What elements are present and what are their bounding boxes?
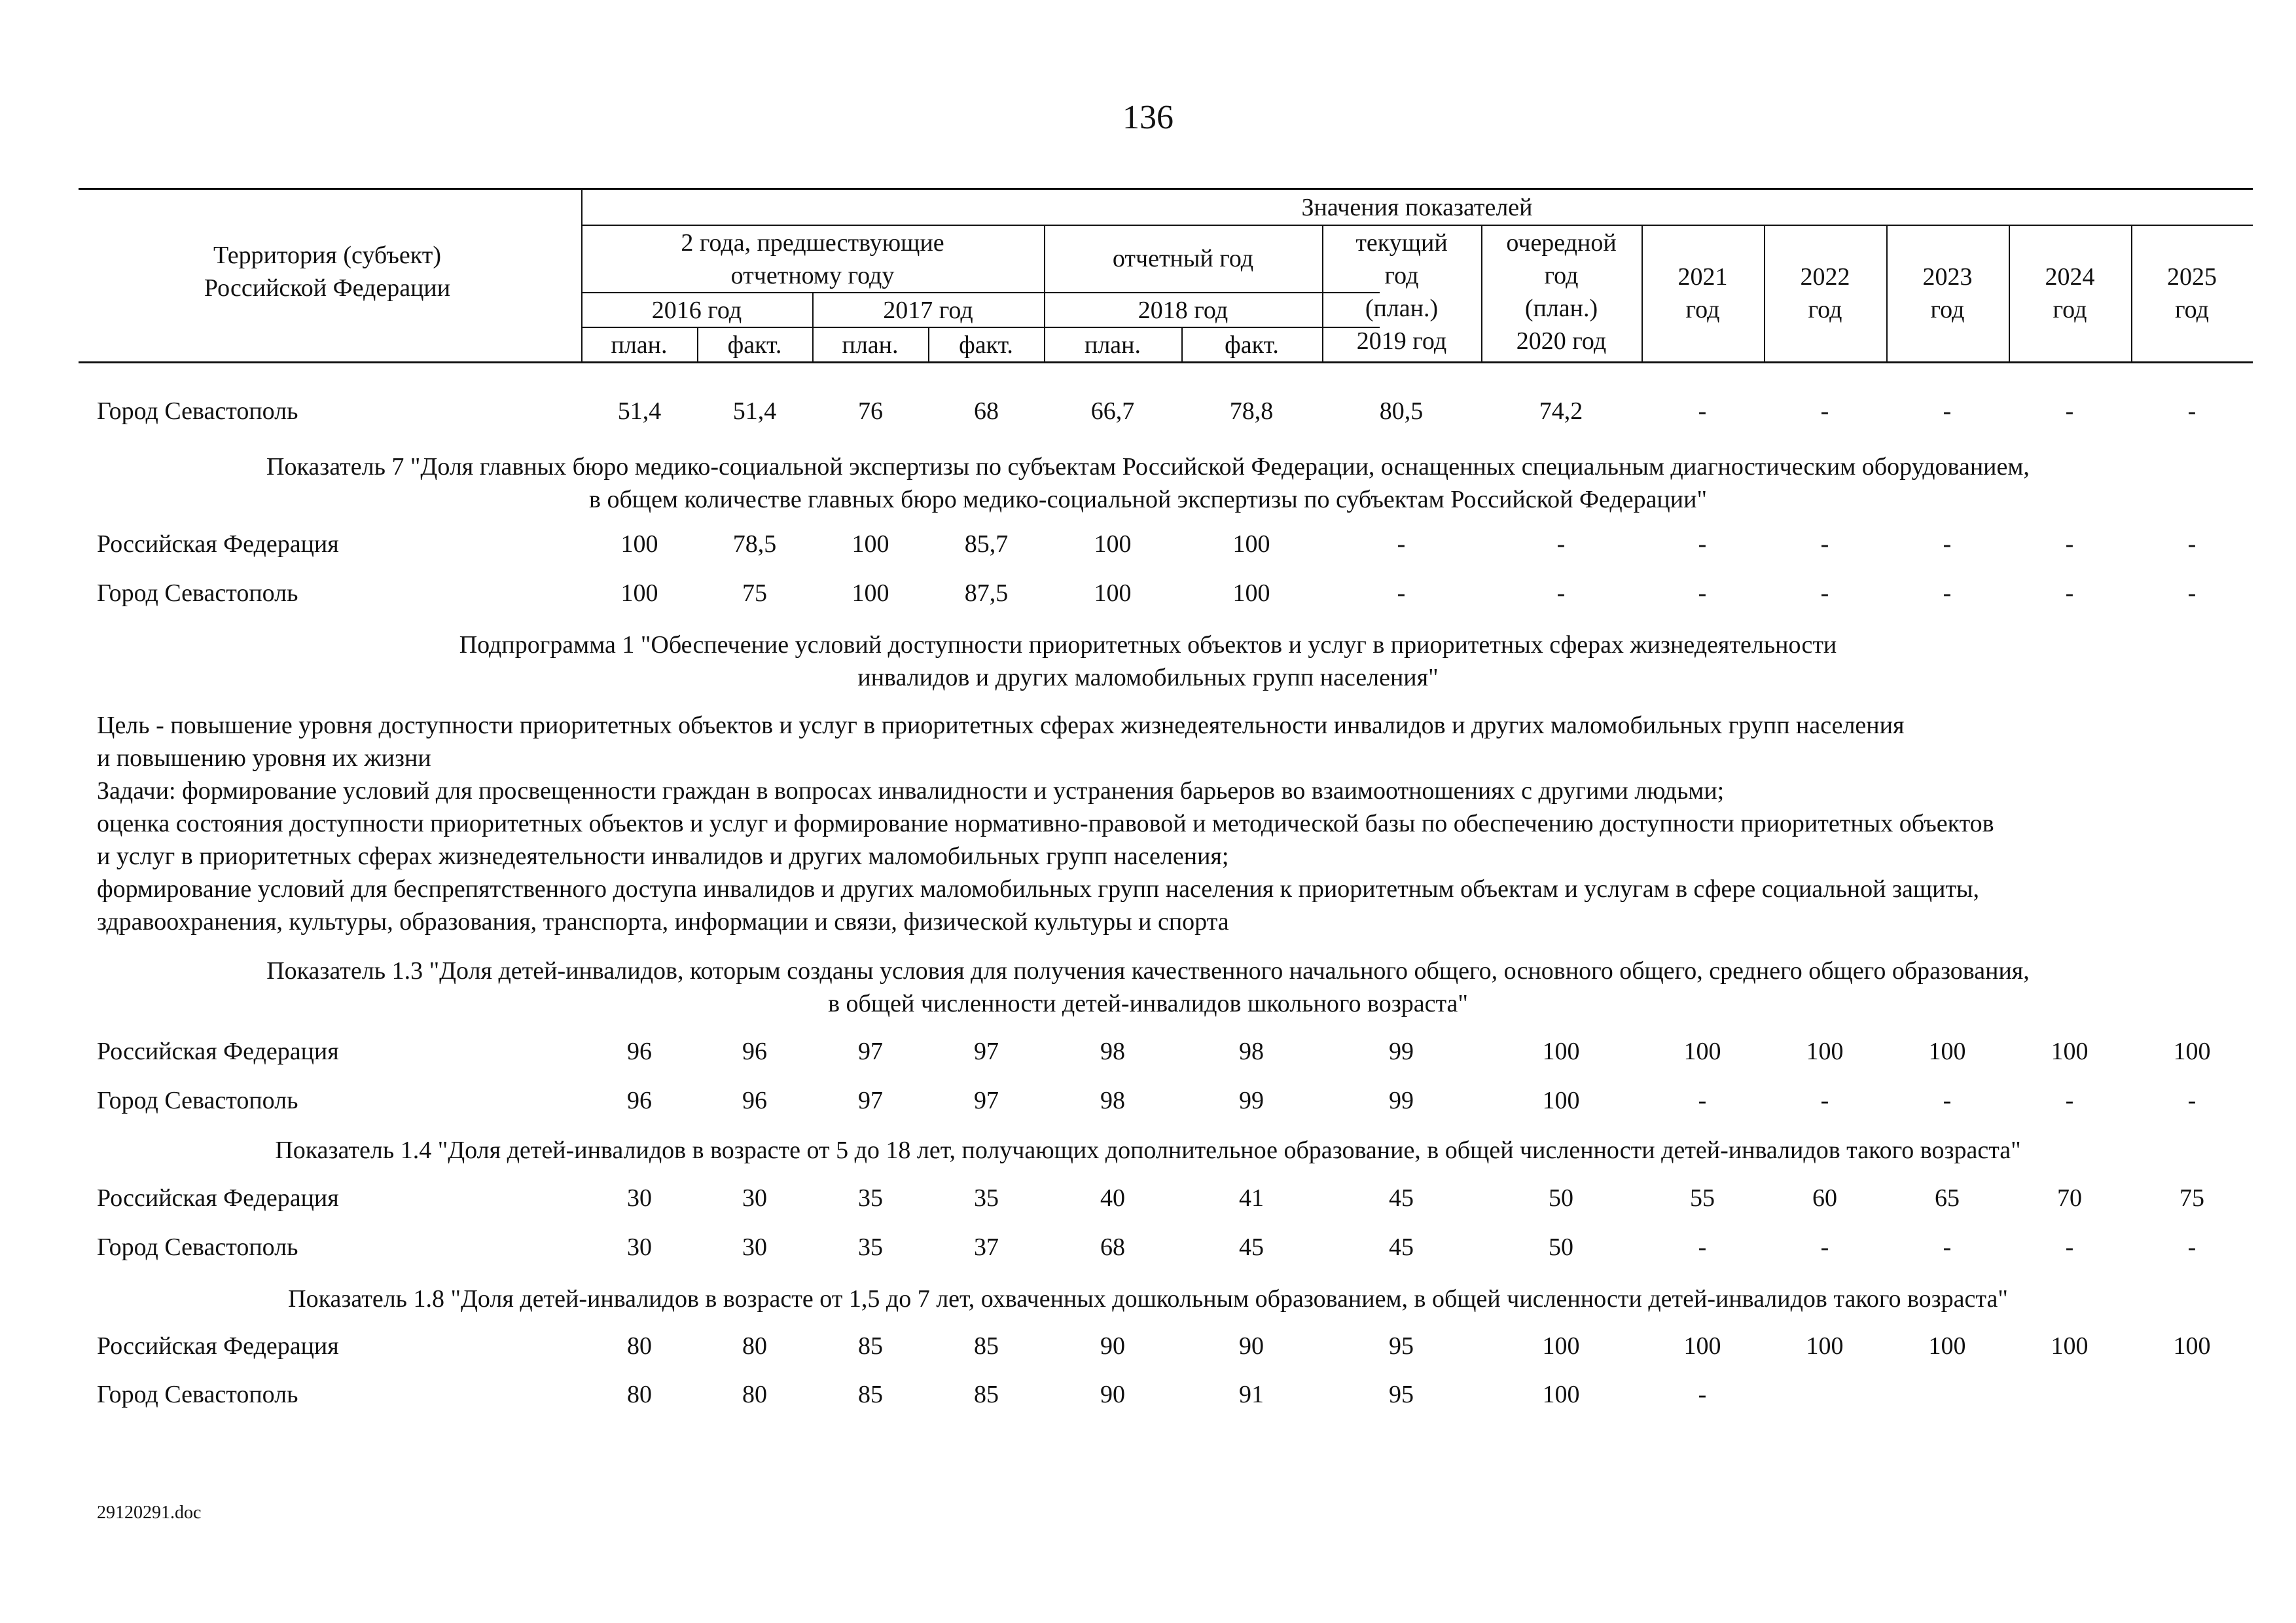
cell-2018-fact: 99 (1239, 1087, 1264, 1114)
row-label: Город Севастополь (97, 1381, 298, 1408)
cell-2016-fact: 80 (742, 1332, 767, 1360)
header-rule-planfact (581, 327, 1380, 328)
header-year-2022: 2022 год (1800, 263, 1850, 323)
cell-2017-plan: 97 (858, 1087, 883, 1114)
cell-2016-plan: 100 (620, 579, 658, 607)
cell-2023: - (1943, 530, 1952, 558)
cell-2018-plan: 100 (1094, 579, 1132, 607)
indicator-13-line2: в общей численности детей-инвалидов школьного возраста" (828, 990, 1468, 1017)
cell-2021: - (1698, 1381, 1707, 1408)
cell-2020: 100 (1542, 1038, 1580, 1065)
cell-2024: - (2065, 397, 2074, 425)
cell-2022: 100 (1806, 1038, 1844, 1065)
cell-2024: - (2065, 579, 2074, 607)
header-year-2021: 2021 год (1677, 263, 1728, 323)
cell-2021: - (1698, 530, 1707, 558)
cell-2017-fact: 85,7 (964, 530, 1009, 558)
cell-2017-plan: 35 (858, 1184, 883, 1212)
header-rule-groups (581, 225, 2253, 226)
header-two-years: 2 года, предшествующие отчетному году (681, 229, 944, 289)
cell-2018-plan: 98 (1100, 1038, 1125, 1065)
cell-2022: - (1820, 579, 1829, 607)
cell-2021: - (1698, 1087, 1707, 1114)
cell-2018-fact: 41 (1239, 1184, 1264, 1212)
cell-2018-fact: 90 (1239, 1332, 1264, 1360)
cell-2018-fact: 91 (1239, 1381, 1264, 1408)
cell-2019: 99 (1389, 1087, 1414, 1114)
header-year-2023: 2023 год (1922, 263, 1973, 323)
row-label: Российская Федерация (97, 1332, 339, 1360)
cell-2017-fact: 85 (974, 1332, 999, 1360)
cell-2016-plan: 80 (627, 1381, 652, 1408)
tasks-line4: формирование условий для беспрепятственного доступа инвалидов и других маломобильных групп населения к приоритетным объектам и услугам в сфере социальной защиты, (97, 875, 1980, 903)
cell-2023: - (1943, 579, 1952, 607)
cell-2018-fact: 45 (1239, 1233, 1264, 1261)
header-plan-2016: план. (611, 331, 668, 359)
tasks-line2: оценка состояния доступности приоритетных объектов и услуг и формирование нормативно-правовой и методической базы по обеспечению доступности приоритетных объектов (97, 810, 1994, 837)
cell-2018-plan: 90 (1100, 1381, 1125, 1408)
goal-line1: Цель - повышение уровня доступности приоритетных объектов и услуг в приоритетных сферах жизнедеятельности инвалидов и других маломобильных групп населения (97, 712, 1905, 739)
cell-2016-plan: 96 (627, 1038, 652, 1065)
cell-2016-plan: 30 (627, 1184, 652, 1212)
header-year-2016: 2016 год (651, 297, 742, 324)
cell-2022: 100 (1806, 1332, 1844, 1360)
cell-2023: 100 (1928, 1332, 1966, 1360)
cell-2020: - (1556, 530, 1566, 558)
cell-2019: 99 (1389, 1038, 1414, 1065)
cell-2017-plan: 76 (858, 397, 883, 425)
cell-2016-fact: 96 (742, 1087, 767, 1114)
cell-2025: - (2187, 1087, 2197, 1114)
cell-2025: 75 (2179, 1184, 2204, 1212)
header-bottom-rule (79, 361, 2253, 363)
cell-2024: 100 (2051, 1332, 2089, 1360)
cell-2016-plan: 100 (620, 530, 658, 558)
cell-2020: - (1556, 579, 1566, 607)
header-plan-2018: план. (1084, 331, 1141, 359)
cell-2019: 95 (1389, 1381, 1414, 1408)
cell-2018-fact: 78,8 (1229, 397, 1274, 425)
header-fact-2018: факт. (1225, 331, 1279, 359)
row-label: Российская Федерация (97, 1038, 339, 1065)
cell-2021: - (1698, 579, 1707, 607)
cell-2025: - (2187, 530, 2197, 558)
file-name-footer: 29120291.doc (97, 1503, 202, 1523)
cell-2018-plan: 40 (1100, 1184, 1125, 1212)
cell-2025: - (2187, 397, 2197, 425)
cell-2019: 45 (1389, 1233, 1414, 1261)
cell-2016-fact: 30 (742, 1184, 767, 1212)
cell-2023: 100 (1928, 1038, 1966, 1065)
subprogram-1-line1: Подпрограмма 1 "Обеспечение условий доступности приоритетных объектов и услуг в приоритетных сферах жизнедеятельности (459, 631, 1837, 659)
row-label: Город Севастополь (97, 579, 298, 607)
cell-2018-plan: 98 (1100, 1087, 1125, 1114)
header-top-rule (79, 188, 2253, 190)
indicator-7-line2: в общем количестве главных бюро медико-социальной экспертизы по субъектам Российской Федерации" (589, 486, 1707, 513)
header-fact-2017: факт. (959, 331, 1013, 359)
header-values-group: Значения показателей (1301, 194, 1533, 221)
indicator-18: Показатель 1.8 "Доля детей-инвалидов в возрасте от 1,5 до 7 лет, охваченных дошкольным образованием, в общей численности детей-инвалидов такого возраста" (288, 1285, 2008, 1313)
cell-2024: - (2065, 1087, 2074, 1114)
cell-2017-plan: 100 (852, 579, 889, 607)
cell-2019: - (1397, 579, 1406, 607)
table-row (0, 579, 2296, 611)
header-year-2024: 2024 год (2045, 263, 2095, 323)
cell-2024: - (2065, 1233, 2074, 1261)
cell-2021: 100 (1683, 1332, 1721, 1360)
header-year-2018: 2018 год (1138, 297, 1229, 324)
subprogram-1-line2: инвалидов и других маломобильных групп населения" (857, 664, 1439, 691)
page-number: 136 (1122, 99, 1174, 136)
row-label: Российская Федерация (97, 1184, 339, 1212)
cell-2017-plan: 85 (858, 1381, 883, 1408)
header-year-2017: 2017 год (883, 297, 973, 324)
cell-2016-plan: 51,4 (617, 397, 662, 425)
cell-2018-fact: 100 (1232, 530, 1270, 558)
cell-2023: - (1943, 397, 1952, 425)
cell-2016-fact: 75 (742, 579, 767, 607)
row-label: Российская Федерация (97, 530, 339, 558)
cell-2018-fact: 100 (1232, 579, 1270, 607)
cell-2022: - (1820, 530, 1829, 558)
cell-2016-fact: 96 (742, 1038, 767, 1065)
indicator-7-line1: Показатель 7 "Доля главных бюро медико-социальной экспертизы по субъектам Российской Федерации, оснащенных специальным диагностическим оборудованием, (266, 453, 2030, 481)
table-row (0, 530, 2296, 562)
cell-2020: 50 (1549, 1184, 1573, 1212)
cell-2025: 100 (2173, 1038, 2211, 1065)
cell-2021: 55 (1690, 1184, 1715, 1212)
cell-2023: 65 (1935, 1184, 1960, 1212)
cell-2016-fact: 30 (742, 1233, 767, 1261)
cell-2020: 74,2 (1539, 397, 1583, 425)
header-rule-years (581, 292, 1380, 293)
cell-2016-fact: 51,4 (732, 397, 777, 425)
cell-2018-plan: 90 (1100, 1332, 1125, 1360)
header-current-year: текущий год (план.) 2019 год (1355, 229, 1448, 355)
cell-2019: 95 (1389, 1332, 1414, 1360)
cell-2017-plan: 35 (858, 1233, 883, 1261)
cell-2024: 70 (2057, 1184, 2082, 1212)
table-row (0, 1184, 2296, 1216)
cell-2017-fact: 68 (974, 397, 999, 425)
cell-2016-plan: 80 (627, 1332, 652, 1360)
row-label: Город Севастополь (97, 1233, 298, 1261)
table-row (0, 1380, 2296, 1413)
row-label: Город Севастополь (97, 1087, 298, 1114)
cell-2017-fact: 87,5 (964, 579, 1009, 607)
header-reporting-year: отчетный год (1112, 245, 1254, 272)
cell-2022: 60 (1812, 1184, 1837, 1212)
cell-2018-plan: 68 (1100, 1233, 1125, 1261)
cell-2018-plan: 100 (1094, 530, 1132, 558)
cell-2022: - (1820, 1087, 1829, 1114)
cell-2016-fact: 78,5 (732, 530, 777, 558)
cell-2020: 50 (1549, 1233, 1573, 1261)
header-next-year: очередной год (план.) 2020 год (1506, 229, 1617, 355)
cell-2017-plan: 100 (852, 530, 889, 558)
cell-2025: - (2187, 1233, 2197, 1261)
cell-2016-fact: 80 (742, 1381, 767, 1408)
indicator-14: Показатель 1.4 "Доля детей-инвалидов в возрасте от 5 до 18 лет, получающих дополнительное образование, в общей численности детей-инвалидов такого возраста" (275, 1137, 2021, 1164)
cell-2019: 45 (1389, 1184, 1414, 1212)
cell-2022: - (1820, 397, 1829, 425)
cell-2021: - (1698, 1233, 1707, 1261)
header-fact-2016: факт. (727, 331, 782, 359)
header-year-2025: 2025 год (2167, 263, 2217, 323)
table-row (0, 397, 2296, 429)
header-territory: Территория (субъект) Российской Федерации (204, 242, 451, 302)
goal-line2: и повышению уровня их жизни (97, 744, 431, 772)
row-label: Город Севастополь (97, 397, 298, 425)
cell-2021: 100 (1683, 1038, 1721, 1065)
cell-2017-fact: 37 (974, 1233, 999, 1261)
cell-2017-plan: 97 (858, 1038, 883, 1065)
cell-2021: - (1698, 397, 1707, 425)
cell-2016-plan: 30 (627, 1233, 652, 1261)
cell-2023: - (1943, 1087, 1952, 1114)
table-row (0, 1332, 2296, 1364)
cell-2017-fact: 97 (974, 1038, 999, 1065)
cell-2024: 100 (2051, 1038, 2089, 1065)
cell-2017-fact: 85 (974, 1381, 999, 1408)
cell-2019: 80,5 (1379, 397, 1424, 425)
cell-2025: 100 (2173, 1332, 2211, 1360)
table-row (0, 1233, 2296, 1266)
cell-2025: - (2187, 579, 2197, 607)
cell-2023: - (1943, 1233, 1952, 1261)
cell-2018-fact: 98 (1239, 1038, 1264, 1065)
table-row (0, 1086, 2296, 1119)
cell-2020: 100 (1542, 1087, 1580, 1114)
cell-2018-plan: 66,7 (1090, 397, 1135, 425)
cell-2024: - (2065, 530, 2074, 558)
tasks-line1: Задачи: формирование условий для просвещенности граждан в вопросах инвалидности и устранения барьеров во взаимоотношениях с другими людьми; (97, 777, 1725, 805)
cell-2016-plan: 96 (627, 1087, 652, 1114)
header-plan-2017: план. (842, 331, 899, 359)
cell-2017-plan: 85 (858, 1332, 883, 1360)
tasks-line3: и услуг в приоритетных сферах жизнедеятельности инвалидов и других маломобильных групп населения; (97, 843, 1229, 870)
cell-2022: - (1820, 1233, 1829, 1261)
tasks-line5: здравоохранения, культуры, образования, транспорта, информации и связи, физической культуры и спорта (97, 908, 1229, 936)
indicator-13-line1: Показатель 1.3 "Доля детей-инвалидов, которым созданы условия для получения качественного начального общего, основного общего, среднего общего образования, (266, 957, 2030, 985)
cell-2017-fact: 97 (974, 1087, 999, 1114)
cell-2020: 100 (1542, 1381, 1580, 1408)
cell-2020: 100 (1542, 1332, 1580, 1360)
table-row (0, 1037, 2296, 1070)
cell-2017-fact: 35 (974, 1184, 999, 1212)
cell-2019: - (1397, 530, 1406, 558)
